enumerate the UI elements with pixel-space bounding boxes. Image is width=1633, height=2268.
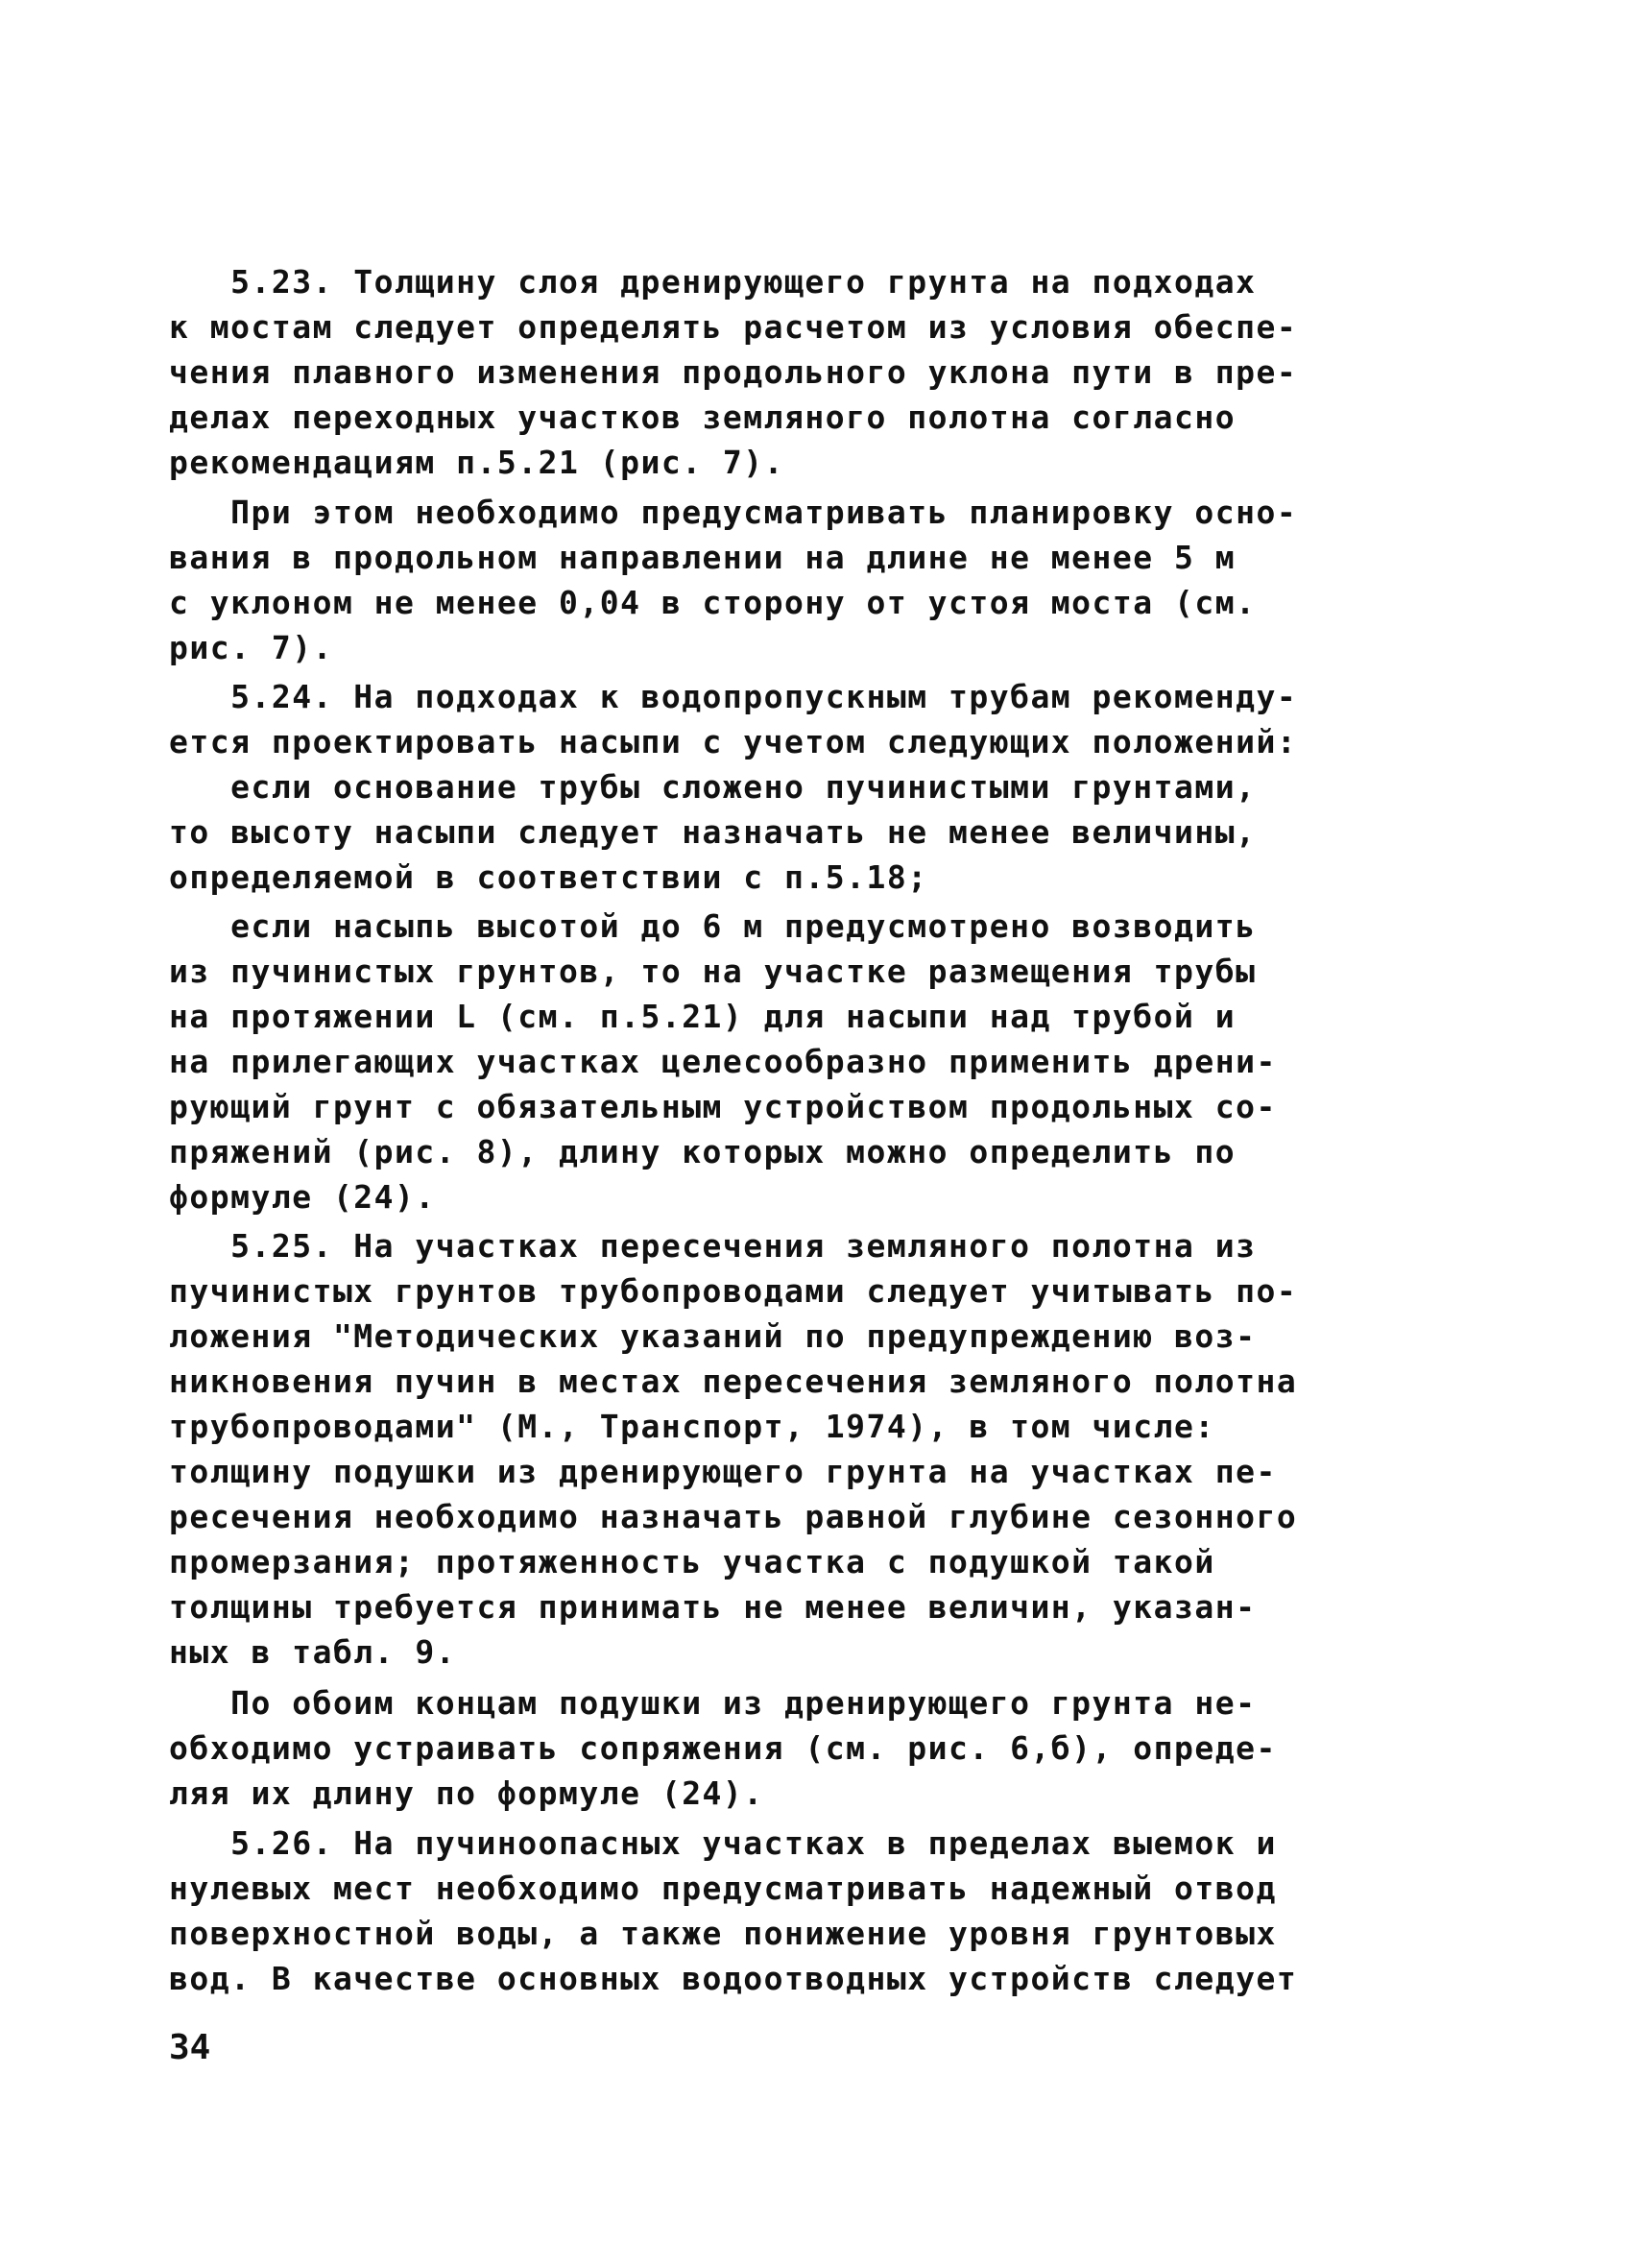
text-line: пучинистых грунтов трубопроводами следует учитывать по- [169, 1272, 1298, 1310]
text-line: то высоту насыпи следует назначать не менее величины, [169, 813, 1257, 851]
text-line: вания в продольном направлении на длине не менее 5 м [169, 539, 1237, 576]
text-line: 5.25. На участках пересечения земляного полотна из [169, 1227, 1257, 1265]
text-line: если основание трубы сложено пучинистыми грунтами, [169, 768, 1257, 806]
text-line: рис. 7). [169, 629, 333, 666]
text-line: рекомендациям п.5.21 (рис. 7). [169, 444, 785, 481]
text-line: поверхностной воды, а также понижение уровня грунтовых [169, 1915, 1277, 1952]
text-line: ется проектировать насыпи с учетом следующих положений: [169, 723, 1298, 760]
text-line: если насыпь высотой до 6 м предусмотрено возводить [169, 907, 1257, 945]
text-line: с уклоном не менее 0,04 в сторону от устоя моста (см. [169, 584, 1257, 621]
text-line: ресечения необходимо назначать равной глубине сезонного [169, 1498, 1298, 1535]
text-line: на протяжении L (см. п.5.21) для насыпи над трубой и [169, 998, 1237, 1035]
text-line: никновения пучин в местах пересечения земляного полотна [169, 1363, 1298, 1400]
text-line: обходимо устраивать сопряжения (см. рис. 6,б), опреде- [169, 1729, 1277, 1767]
text-line: 5.24. На подходах к водопропускным трубам рекоменду- [169, 678, 1298, 715]
text-line: 5.23. Толщину слоя дренирующего грунта на подходах [169, 263, 1257, 301]
text-line: нулевых мест необходимо предусматривать надежный отвод [169, 1870, 1277, 1907]
text-line: ложения "Методических указаний по предупреждению воз- [169, 1317, 1257, 1355]
text-line: промерзания; протяженность участка с подушкой такой [169, 1543, 1215, 1580]
text-line: из пучинистых грунтов, то на участке размещения трубы [169, 953, 1257, 990]
text-line: По обоим концам подушки из дренирующего грунта не- [169, 1684, 1257, 1722]
text-line: При этом необходимо предусматривать планировку осно- [169, 494, 1298, 531]
text-line: к мостам следует определять расчетом из условия обеспе- [169, 308, 1298, 346]
text-line: вод. В качестве основных водоотводных устройств следует [169, 1960, 1298, 1997]
text-line: ляя их длину по формуле (24). [169, 1774, 764, 1812]
text-line: формуле (24). [169, 1178, 436, 1216]
text-line: делах переходных участков земляного полотна согласно [169, 398, 1237, 436]
text-line: 5.26. На пучиноопасных участках в пределах выемок и [169, 1824, 1277, 1862]
text-line: трубопроводами" (М., Транспорт, 1974), в том числе: [169, 1408, 1215, 1445]
text-line: толщины требуется принимать не менее величин, указан- [169, 1588, 1257, 1626]
text-line: толщину подушки из дренирующего грунта на участках пе- [169, 1453, 1277, 1490]
text-line: рующий грунт с обязательным устройством продольных со- [169, 1088, 1277, 1125]
page-number: 34 [169, 2028, 211, 2067]
text-line: пряжений (рис. 8), длину которых можно определить по [169, 1133, 1237, 1170]
text-line: на прилегающих участках целесообразно применить дрени- [169, 1043, 1277, 1080]
text-line: чения плавного изменения продольного уклона пути в пре- [169, 353, 1298, 391]
text-line: ных в табл. 9. [169, 1633, 457, 1671]
text-line: определяемой в соответствии с п.5.18; [169, 858, 928, 896]
